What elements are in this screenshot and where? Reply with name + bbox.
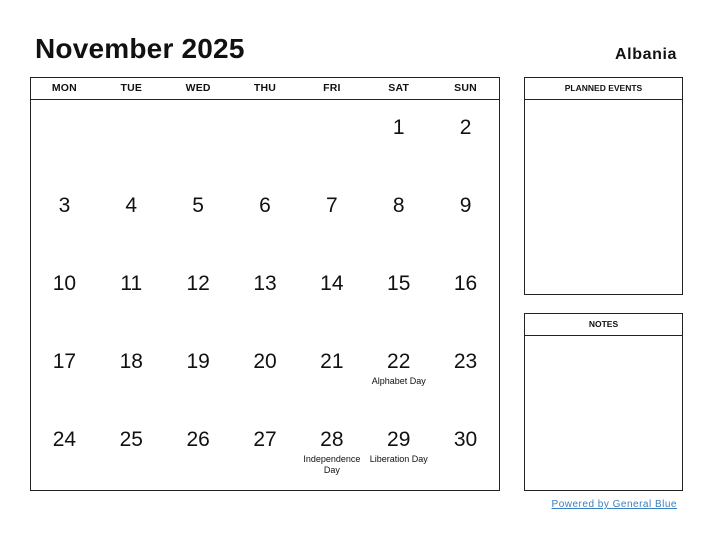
- day-number: 21: [320, 350, 344, 373]
- holiday-label: Liberation Day: [369, 454, 428, 464]
- day-cell: [98, 256, 165, 334]
- day-cell: [365, 256, 432, 334]
- day-cell: [298, 100, 365, 178]
- day-number: 9: [459, 194, 472, 217]
- day-number: 29: [387, 428, 411, 451]
- day-number: 10: [52, 272, 77, 295]
- day-number: 22: [387, 350, 411, 373]
- day-cell: [165, 334, 232, 412]
- day-number: 3: [58, 194, 71, 217]
- day-number: 1: [392, 116, 405, 139]
- day-cell: [365, 178, 432, 256]
- day-cell: [298, 334, 365, 412]
- powered-by-link[interactable]: Powered by General Blue: [551, 499, 677, 510]
- day-number: 25: [119, 428, 143, 451]
- day-cell: [298, 178, 365, 256]
- day-number: 23: [453, 350, 478, 373]
- day-cell: [365, 334, 432, 412]
- day-cell: [98, 334, 165, 412]
- day-number: 16: [453, 272, 478, 295]
- day-number: 11: [120, 272, 143, 295]
- day-cell: [365, 100, 432, 178]
- day-cell: [165, 100, 232, 178]
- day-cell: [98, 100, 165, 178]
- weekday-header: [31, 78, 499, 100]
- day-number: 28: [320, 428, 344, 451]
- day-cell: [165, 256, 232, 334]
- day-cell: [31, 178, 98, 256]
- day-cell: [31, 256, 98, 334]
- day-number: 6: [259, 194, 271, 217]
- day-cell: [432, 178, 499, 256]
- day-number: 18: [119, 350, 143, 373]
- day-cell: [165, 178, 232, 256]
- day-cell: [432, 412, 499, 490]
- day-number: 17: [52, 350, 77, 373]
- weekday-sat: SAT: [388, 82, 410, 94]
- day-cell: [31, 100, 98, 178]
- day-cell: [31, 412, 98, 490]
- day-number: 5: [192, 194, 204, 217]
- day-cell: [98, 412, 165, 490]
- weekday-wed: WED: [185, 82, 211, 94]
- day-number: 13: [253, 272, 277, 295]
- day-cell: [232, 100, 299, 178]
- day-number: 30: [453, 428, 478, 451]
- day-cell: [31, 334, 98, 412]
- holiday-label: Alphabet Day: [371, 376, 426, 386]
- day-number: 26: [186, 428, 210, 451]
- notes-heading: NOTES: [525, 314, 682, 336]
- notes-panel: [524, 313, 683, 491]
- day-number: 4: [125, 194, 138, 217]
- day-cell: [165, 412, 232, 490]
- day-cell: [298, 412, 365, 490]
- planned-events-heading: PLANNED EVENTS: [525, 78, 682, 100]
- day-number: 14: [320, 272, 344, 295]
- weekday-mon: MON: [51, 82, 77, 94]
- day-number: 12: [186, 272, 210, 295]
- day-cell: [298, 256, 365, 334]
- weekday-fri: FRI: [323, 82, 341, 94]
- day-grid: [31, 100, 499, 490]
- day-cell: [432, 256, 499, 334]
- day-number: 15: [387, 272, 411, 295]
- day-number: 27: [253, 428, 277, 451]
- weekday-thu: THU: [253, 82, 277, 94]
- day-cell: [365, 412, 432, 490]
- country-label: Albania: [615, 46, 677, 63]
- weekday-sun: SUN: [454, 82, 477, 94]
- day-cell: [98, 178, 165, 256]
- day-number: 24: [52, 428, 77, 451]
- planned-events-panel: [524, 77, 683, 295]
- day-cell: [232, 256, 299, 334]
- day-cell: [432, 334, 499, 412]
- day-number: 8: [392, 194, 405, 217]
- calendar-grid: [30, 77, 500, 491]
- day-number: 19: [186, 350, 210, 373]
- day-number: 20: [253, 350, 277, 373]
- holiday-label: Independence Day: [303, 454, 361, 475]
- day-number: 2: [459, 116, 472, 139]
- day-cell: [232, 412, 299, 490]
- page-title: November 2025: [35, 33, 245, 64]
- day-number: 7: [326, 194, 338, 217]
- day-cell: [232, 178, 299, 256]
- day-cell: [432, 100, 499, 178]
- day-cell: [232, 334, 299, 412]
- weekday-tue: TUE: [120, 82, 143, 94]
